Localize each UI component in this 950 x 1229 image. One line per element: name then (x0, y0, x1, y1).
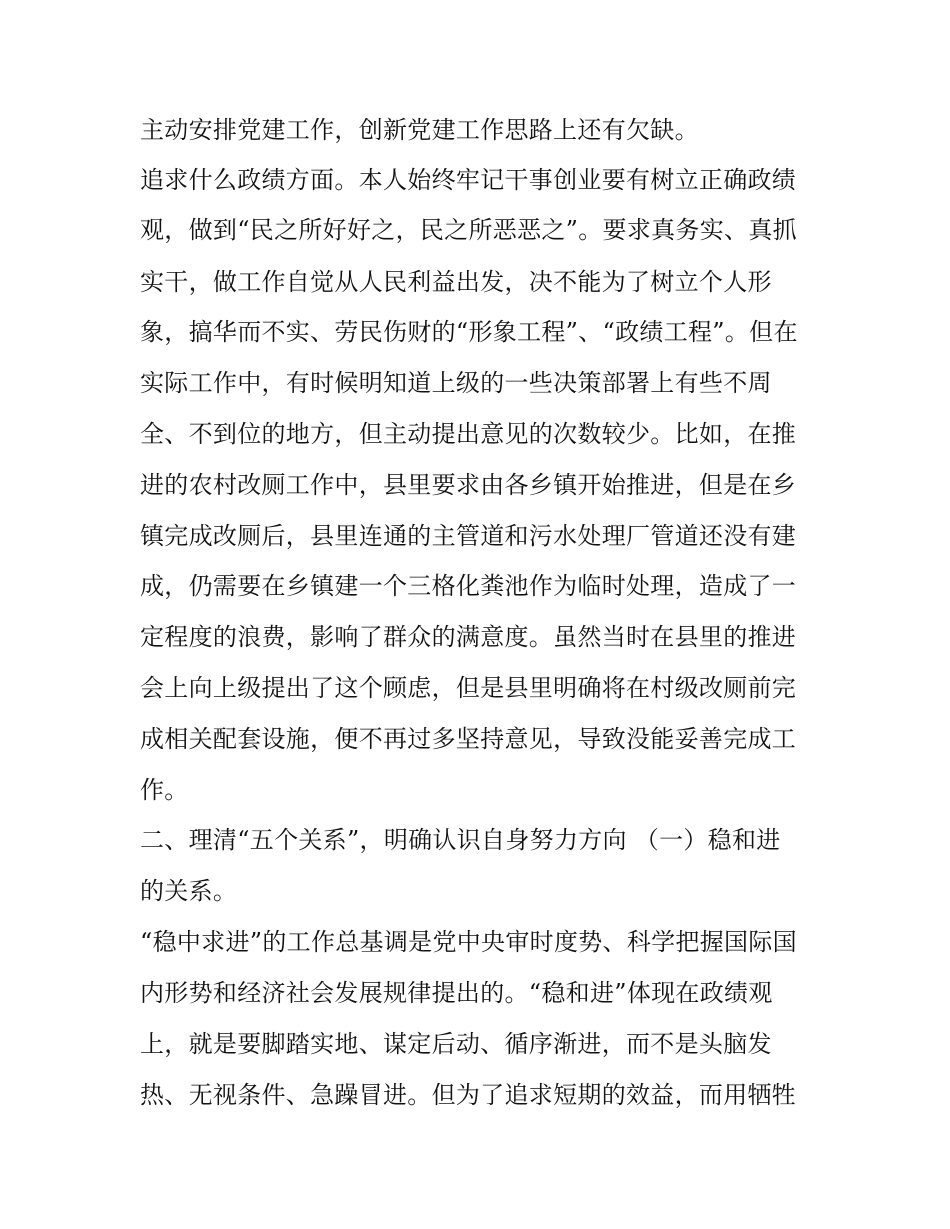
text-line: 定程度的浪费，影响了群众的满意度。虽然当时在县里的推进 (140, 623, 797, 651)
text-line: 进的农村改厕工作中，县里要求由各乡镇开始推进，但是在乡 (140, 471, 797, 499)
text-line: 会上向上级提出了这个顾虑，但是县里明确将在村级改厕前完 (140, 674, 797, 702)
text-line: 内形势和经济社会发展规律提出的。“稳和进”体现在政绩观 (140, 979, 773, 1007)
text-line: 作。 (140, 776, 189, 804)
section-heading-line: 二、理清“五个关系”，明确认识自身努力方向 （一）稳和进 (140, 826, 781, 854)
text-line: 追求什么政绩方面。本人始终牢记干事创业要有树立正确政绩 (140, 166, 797, 194)
text-line: 热、无视条件、急躁冒进。但为了追求短期的效益，而用牺牲 (140, 1081, 797, 1109)
text-line: 上，就是要脚踏实地、谋定后动、循序渐进，而不是头脑发 (140, 1030, 772, 1058)
text-line: 实干，做工作自觉从人民利益出发，决不能为了树立个人形 (140, 268, 772, 296)
text-line: 全、不到位的地方，但主动提出意见的次数较少。比如，在推 (140, 420, 797, 448)
text-line: 观，做到“民之所好好之，民之所恶恶之”。要求真务实、真抓 (140, 216, 797, 244)
text-line: 实际工作中，有时候明知道上级的一些决策部署上有些不周 (140, 369, 772, 397)
text-line: 象，搞华而不实、劳民伤财的“形象工程”、“政绩工程”。但在 (140, 318, 798, 346)
text-line: 主动安排党建工作，创新党建工作思路上还有欠缺。 (140, 116, 699, 144)
text-line: 成，仍需要在乡镇建一个三格化粪池作为临时处理，造成了一 (140, 572, 797, 600)
text-line: 镇完成改厕后，县里连通的主管道和污水处理厂管道还没有建 (140, 522, 797, 550)
text-line: “稳中求进”的工作总基调是党中央审时度势、科学把握国际国 (140, 928, 797, 956)
text-line: 成相关配套设施，便不再过多坚持意见，导致没能妥善完成工 (140, 725, 797, 753)
section-heading-line: 的关系。 (140, 877, 238, 905)
